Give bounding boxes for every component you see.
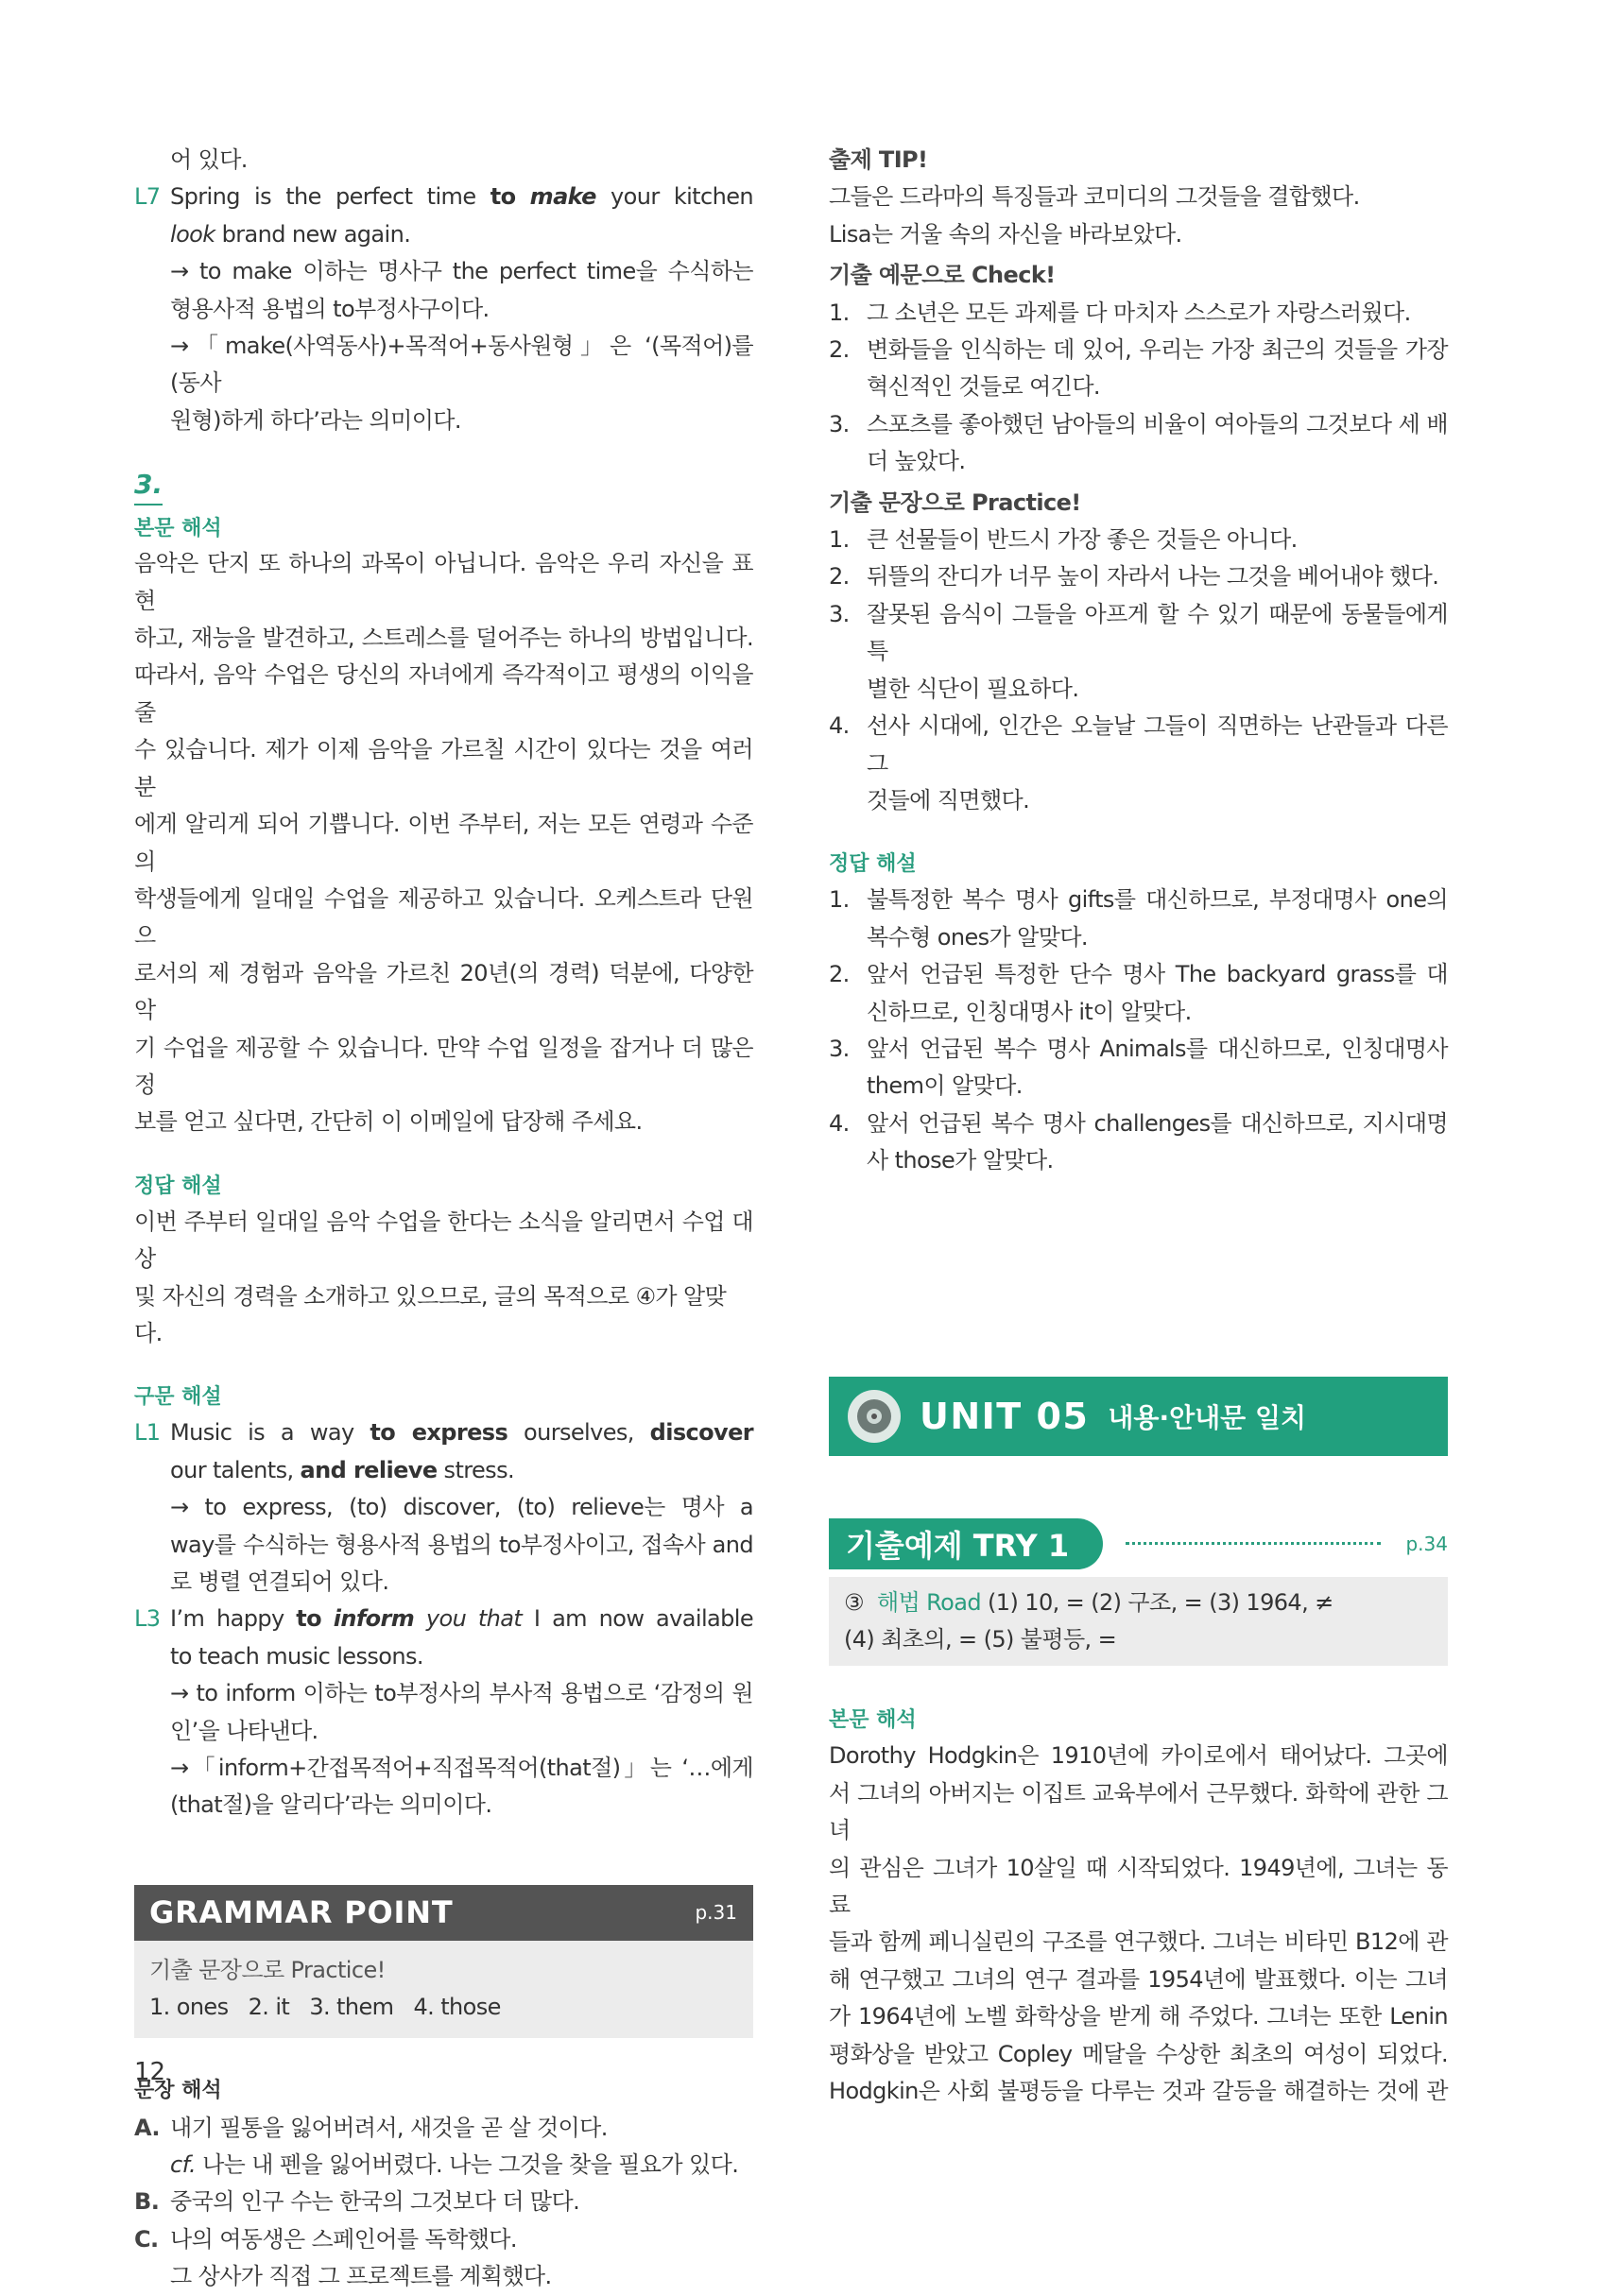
text-line: 서 그녀의 아버지는 이집트 교육부에서 근무했다. 화학에 관한 그녀 (829, 1779, 1448, 1844)
sentence-c (134, 2221, 753, 2258)
text-line: Hodgkin은 사회 불평등을 다루는 것과 갈등을 해결하는 것에 관 (829, 2078, 1448, 2105)
practice-item (829, 596, 1448, 708)
l3-note2-line1: →「inform+간접목적어+직접목적어(that절)」는 ‘…에게 (170, 1755, 753, 1782)
text: Spring is the perfect time (170, 183, 490, 211)
l7-sentence-line2 (170, 216, 753, 253)
sentence-c2: 그 상사가 직접 그 프로젝트를 계획했다. (170, 2263, 552, 2290)
text: your kitchen (595, 183, 753, 211)
grammar-point-body (134, 1941, 753, 2038)
right-column (829, 142, 1448, 2110)
text: 나의 여동생은 스페인어를 독학했다. (170, 2225, 517, 2253)
disc-icon (848, 1390, 901, 1443)
check-item (829, 332, 1448, 406)
text: Music is a way (170, 1419, 370, 1447)
l7-note1-line1: → to make 이하는 명사구 the perfect time을 수식하는 (170, 258, 753, 285)
l7-continuation: 어 있다. (170, 146, 248, 173)
text-line: 사 those가 알맞다. (867, 1147, 1054, 1174)
jeongdap-heading: 정답 해설 (829, 852, 917, 877)
bold-text: to express (370, 1419, 508, 1447)
italic-text: look (170, 220, 215, 248)
practice-item (829, 708, 1448, 819)
text-line: 앞서 언급된 특정한 단수 명사 The backyard grass를 대 (867, 961, 1448, 988)
italic-text: you that (425, 1605, 523, 1633)
jeongdap-item (829, 956, 1448, 1031)
text-line: 들과 함께 페니실린의 구조를 연구했다. 그녀는 비타민 B12에 관 (829, 1928, 1448, 1956)
bold-text: and relieve (300, 1456, 438, 1483)
text-line: 이번 주부터 일대일 음악 수업을 한다는 소식을 알리면서 수업 대상 (134, 1208, 753, 1273)
line-label: L7 (134, 183, 161, 211)
text-line: 학생들에게 일대일 수업을 제공하고 있습니다. 오케스트라 단원으 (134, 884, 753, 950)
line-label: L3 (134, 1605, 161, 1633)
check-item (829, 406, 1448, 481)
l1-note-line2: way를 수식하는 형용사적 용법의 to부정사이고, 접속사 and (170, 1531, 753, 1558)
item-number: 2. (829, 336, 850, 364)
item-number: 4. (829, 1109, 850, 1137)
item-number: 1. (829, 886, 850, 914)
text-line: 복수형 ones가 알맞다. (867, 923, 1088, 951)
text: stress. (437, 1456, 515, 1483)
practice-title: 기출 문장으로 Practice! (829, 488, 1081, 516)
tip-title: 출제 TIP! (829, 146, 928, 173)
l1-note-line1: → to express, (to) discover, (to) relieve는 명사 a (170, 1494, 753, 1521)
text-line: 로서의 제 경험과 음악을 가르친 20년(의 경력) 덕분에, 다양한 악 (134, 959, 753, 1024)
l3-sentence-line1 (170, 1601, 753, 1637)
text-line: 의 관심은 그녀가 10살일 때 시작되었다. 1949년에, 그녀는 동료 (829, 1854, 1448, 1918)
text-line: 보를 얻고 싶다면, 간단히 이 이메일에 답장해 주세요. (134, 1108, 643, 1136)
text-line: 기 수업을 제공할 수 있습니다. 만약 수업 일정을 잡거나 더 많은 정 (134, 1034, 753, 1098)
answer-value: them (336, 1994, 394, 2021)
munjang-heading: 문장 해석 (134, 2078, 222, 2102)
text-line: 및 자신의 경력을 소개하고 있으므로, 글의 목적으로 ④가 알맞다. (134, 1282, 727, 1346)
l3-block (134, 1601, 753, 1824)
italic-text: cf. (170, 2151, 197, 2179)
page-reference: p.31 (695, 1901, 737, 1925)
answer-value: ones (176, 1994, 229, 2021)
grammar-answers (149, 1989, 738, 2026)
sentence-b (134, 2184, 753, 2220)
munjang-list (134, 2110, 753, 2296)
l1-sentence-line1 (170, 1414, 753, 1451)
text-line: 신하므로, 인칭대명사 it이 알맞다. (867, 998, 1192, 1025)
bonmun-heading: 본문 해석 (829, 1708, 917, 1733)
gumun-heading: 구문 해설 (134, 1385, 222, 1410)
item-number: 2. (829, 563, 850, 591)
bold-italic-text: inform (333, 1605, 415, 1633)
answer-value: it (275, 1994, 290, 2021)
unit-banner (829, 1377, 1448, 1456)
l3-sentence-line2: to teach music lessons. (170, 1642, 423, 1670)
bonmun-heading: 본문 해석 (134, 517, 222, 541)
l1-sentence-line2 (170, 1452, 753, 1489)
answer-value: those (440, 1994, 501, 2021)
item-number: 1. (829, 526, 850, 554)
l3-note1-line1: → to inform 이하는 to부정사의 부사적 용법으로 ‘감정의 원 (170, 1680, 753, 1707)
text-line: 에게 알리게 되어 기쁩니다. 이번 주부터, 저는 모든 연령과 수준의 (134, 811, 753, 875)
tip-line: 그들은 드라마의 특징들과 코미디의 그것들을 결합했다. (829, 183, 1360, 211)
text-line: Dorothy Hodgkin은 1910년에 카이로에서 태어났다. 그곳에 (829, 1742, 1448, 1770)
item-label: B. (134, 2188, 160, 2216)
text-line: 그 소년은 모든 과제를 다 마치자 스스로가 자랑스러웠다. (867, 299, 1411, 326)
check-title: 기출 예문으로 Check! (829, 262, 1056, 289)
l3-note2-line2: (that절)을 알리다’라는 의미이다. (170, 1791, 492, 1819)
try-header (829, 1518, 1448, 1569)
item-number: 2. (829, 961, 850, 988)
jeongdap-heading: 정답 해설 (134, 1174, 222, 1198)
l3-note1-line2: 인’을 나타낸다. (170, 1717, 318, 1744)
grammar-point-header (134, 1885, 753, 1941)
page-reference: p.34 (1405, 1532, 1448, 1555)
sentence-a (134, 2110, 753, 2147)
l1-note-line3: 로 병렬 연결되어 있다. (170, 1568, 389, 1595)
text: our talents, (170, 1456, 301, 1483)
text-line: 더 높았다. (867, 448, 966, 475)
text-line: 불특정한 복수 명사 gifts를 대신하므로, 부정대명사 one의 (867, 886, 1448, 914)
dotted-leader (1126, 1542, 1381, 1545)
text: I am now available (522, 1605, 753, 1633)
practice-item (829, 558, 1448, 595)
text-line: 따라서, 음악 수업은 당신의 자녀에게 즉각적이고 평생의 이익을 줄 (134, 661, 753, 726)
l7-sentence-line1 (170, 179, 753, 215)
answer-number: 4. (413, 1994, 435, 2021)
check-item (829, 295, 1448, 332)
text (414, 1605, 426, 1632)
text-line: 선사 시대에, 인간은 오늘날 그들이 직면하는 난관들과 다른 그 (867, 712, 1448, 777)
line-label: L1 (134, 1419, 161, 1447)
answer-number: 2. (248, 1994, 269, 2021)
l7-note2-line2: 원형)하게 하다’라는 의미이다. (170, 406, 461, 434)
bold-text: to (296, 1605, 322, 1633)
text-line: 스포츠를 좋아했던 남아들의 비율이 여아들의 그것보다 세 배 (867, 410, 1448, 437)
item-label: C. (134, 2225, 159, 2253)
text-line: 앞서 언급된 복수 명사 Animals를 대신하므로, 인칭대명사 (867, 1035, 1448, 1062)
practice-item (829, 522, 1448, 558)
section-number: 3. (134, 466, 163, 505)
circled-answer: ③ (844, 1588, 864, 1616)
text-line: 변화들을 인식하는 데 있어, 우리는 가장 최근의 것들을 가장 (867, 336, 1448, 364)
text-line: 앞서 언급된 복수 명사 challenges를 대신하므로, 지시대명 (867, 1109, 1448, 1137)
text-line: them이 알맞다. (867, 1072, 1023, 1100)
l1-block (134, 1414, 753, 1601)
item-number: 3. (829, 1035, 850, 1062)
text-line: 가 1964년에 노벨 화학상을 받게 해 주었다. 그녀는 또한 Lenin (829, 2003, 1448, 2030)
left-column (134, 142, 753, 2296)
jeongdap-item (829, 882, 1448, 956)
item-label: A. (134, 2114, 160, 2141)
text-line: 평화상을 받았고 Copley 메달을 수상한 최초의 여성이 되었다. (829, 2040, 1448, 2067)
grammar-point-box (134, 1885, 753, 2038)
bonmun-paragraph (829, 1738, 1448, 2110)
text-line: 하고, 재능을 발견하고, 스트레스를 덜어주는 하나의 방법입니다. (134, 625, 753, 652)
text-line: 뒤뜰의 잔디가 너무 높이 자라서 나는 그것을 베어내야 했다. (867, 563, 1439, 591)
haebeop-road-label: 해법 Road (876, 1588, 982, 1616)
text (321, 1605, 334, 1632)
bold-italic-text: make (529, 183, 596, 211)
jeongdap-item (829, 1105, 1448, 1180)
text-line: 혁신적인 것들로 여긴다. (867, 373, 1100, 401)
text (515, 183, 529, 210)
unit-title: UNIT 05 (920, 1395, 1090, 1437)
text: 나는 내 펜을 잃어버렸다. 나는 그것을 찾을 필요가 있다. (196, 2151, 739, 2179)
answer-number: 3. (309, 1994, 331, 2021)
text: (1) 10, = (2) 구조, = (3) 1964, ≠ (981, 1588, 1333, 1616)
answer-box (829, 1577, 1448, 1667)
text: 내기 필통을 잃어버려서, 새것을 곧 살 것이다. (170, 2114, 608, 2141)
l7-block (134, 179, 753, 439)
try-label: 기출예제 TRY 1 (829, 1518, 1103, 1569)
grammar-point-title: GRAMMAR POINT (149, 1894, 454, 1931)
text-line: 것들에 직면했다. (867, 786, 1030, 814)
jeongdap-item (829, 1031, 1448, 1105)
bold-text: to (490, 183, 516, 211)
text: brand new again. (215, 220, 411, 248)
text: ourselves, (508, 1419, 650, 1447)
answer-line1 (844, 1585, 1433, 1621)
text: 중국의 인구 수는 한국의 그것보다 더 많다. (170, 2188, 580, 2216)
text-line: 별한 식단이 필요하다. (867, 675, 1079, 702)
bonmun-paragraph (134, 545, 753, 1141)
text-line: 큰 선물들이 반드시 가장 좋은 것들은 아니다. (867, 526, 1298, 554)
answer-line2: (4) 최초의, = (5) 불평등, = (844, 1625, 1117, 1653)
text-line: 음악은 단지 또 하나의 과목이 아닙니다. 음악은 우리 자신을 표현 (134, 550, 753, 614)
answer-number: 1. (149, 1994, 170, 2021)
text-line: 해 연구했고 그녀의 연구 결과를 1954년에 발표했다. 이는 그녀 (829, 1965, 1448, 1993)
item-number: 3. (829, 410, 850, 437)
jeongdap-paragraph (134, 1204, 753, 1353)
text-line: 잘못된 음식이 그들을 아프게 할 수 있기 때문에 동물들에게 특 (867, 600, 1448, 665)
text-line: 수 있습니다. 제가 이제 음악을 가르칠 시간이 있다는 것을 여러분 (134, 736, 753, 800)
unit-subtitle: 내용·안내문 일치 (1108, 1401, 1307, 1433)
item-number: 4. (829, 712, 850, 740)
page-number: 12 (134, 2058, 166, 2086)
item-number: 3. (829, 600, 850, 627)
item-number: 1. (829, 299, 850, 326)
l7-note1-line2: 형용사적 용법의 to부정사구이다. (170, 295, 490, 322)
tip-line: Lisa는 거울 속의 자신을 바라보았다. (829, 220, 1182, 248)
bold-text: discover (649, 1419, 753, 1447)
text: I’m happy (170, 1605, 297, 1633)
sentence-a-cf (134, 2147, 753, 2184)
grammar-subtitle: 기출 문장으로 Practice! (149, 1956, 386, 1983)
l7-note2-line1: →「make(사역동사)+목적어+동사원형」은 ‘(목적어)를 (동사 (170, 333, 753, 397)
